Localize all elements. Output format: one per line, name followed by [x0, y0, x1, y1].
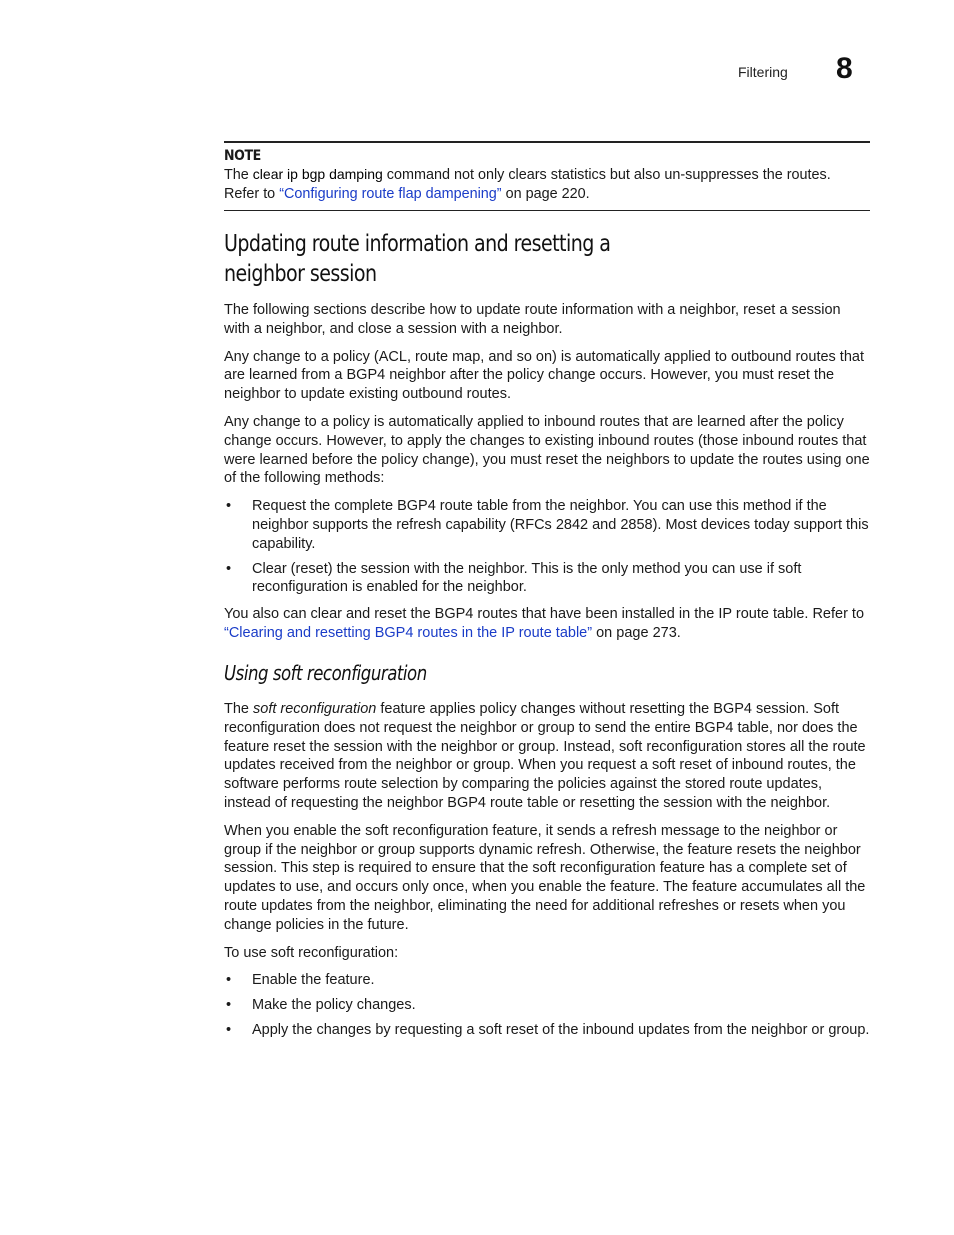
note-box: [224, 141, 870, 211]
chapter-number: 8: [836, 52, 853, 85]
xref-link-route-flap-dampening[interactable]: “Configuring route flap dampening”: [279, 186, 502, 202]
list-item: • Request the complete BGP4 route table from the neighbor. You can use this method if the neighbor supports the refresh capability (RFCs 2842 and 2858). Most devices today support this capability.: [224, 497, 870, 553]
xref-link-clearing-bgp4-routes[interactable]: “Clearing and resetting BGP4 routes in the IP route table”: [224, 624, 593, 641]
paragraph: To use soft reconfiguration:: [224, 944, 399, 961]
paragraph: Any change to a policy (ACL, route map, and so on) is automatically applied to outbound routes that are learned from a BGP4 neighbor after the policy change occurs. However, you must reset the neighbor to update existing outbound routes.: [224, 348, 864, 403]
note-text: The: [224, 167, 253, 183]
section-heading-line-1: Updating route information and resetting a: [224, 231, 611, 257]
term-emphasis: soft reconfiguration: [253, 701, 377, 717]
paragraph-text: The: [224, 701, 254, 717]
paragraph: When you enable the soft reconfiguration feature, it sends a refresh message to the neighbor or group if the neighbor or group supports dynamic refresh. Otherwise, the feature resets the neighbor session. This step is required to ensure that the soft reconfiguration feature has a complete set of updates to use, and occurs only once, when you enable the feature. The feature accumulates all the route updates from the neighbor, eliminating the need for additional refreshes or resets when you change policies in the future.: [224, 822, 866, 933]
bullet-list: [224, 497, 870, 597]
paragraph: [224, 700, 870, 813]
subsection-body: [224, 700, 870, 1048]
section-body: [224, 301, 870, 652]
paragraph-text: You also can clear and reset the BGP4 routes that have been installed in the IP route table. Refer to: [224, 606, 865, 623]
list-item: • Make the policy changes.: [224, 996, 870, 1015]
paragraph: [224, 605, 870, 643]
subsection-heading: Using soft reconfiguration: [224, 661, 427, 685]
bullet-list: [224, 971, 870, 1039]
note-text: on page 220.: [501, 186, 590, 202]
list-item: • Enable the feature.: [224, 971, 870, 990]
paragraph: The following sections describe how to update route information with a neighbor, reset a session with a neighbor, and close a session with a neighbor.: [224, 302, 841, 337]
section-heading-line-2: neighbor session: [224, 261, 377, 287]
note-title: NOTE: [224, 148, 261, 164]
list-item: • Clear (reset) the session with the neighbor. This is the only method you can use if soft reconfiguration is enabled for the neighbor.: [224, 560, 870, 598]
list-item: • Apply the changes by requesting a soft reset of the inbound updates from the neighbor or group.: [224, 1021, 870, 1040]
note-line-1: [224, 165, 870, 185]
note-line-2: [224, 185, 870, 204]
section-heading: [224, 229, 647, 289]
note-text: Refer to: [224, 186, 280, 202]
paragraph-text: feature applies policy changes without resetting the BGP4 session. Soft reconfiguration does not request the neighbor or group to send the entire BGP4 table, nor does the feature reset the session with the neighbor or group. Instead, soft reconfiguration stores all the route updates received from the neighbor or group. When you request a soft reset of inbound routes, the software performs route selection by comparing the policies against the stored route updates, instead of requesting the neighbor BGP4 route table or resetting the session with the neighbor.: [224, 701, 866, 811]
paragraph-text: on page 273.: [592, 624, 681, 641]
note-text: command not only clears statistics but also un-suppresses the routes.: [382, 167, 831, 183]
command-name: clear ip bgp damping: [252, 166, 383, 182]
running-header-section: Filtering: [738, 64, 788, 80]
paragraph: Any change to a policy is automatically applied to inbound routes that are learned after the policy change occurs. However, to apply the changes to existing inbound routes (those inbound routes that were learned before the policy change), you must reset the neighbors to update the routes using one of the following methods:: [224, 413, 870, 487]
